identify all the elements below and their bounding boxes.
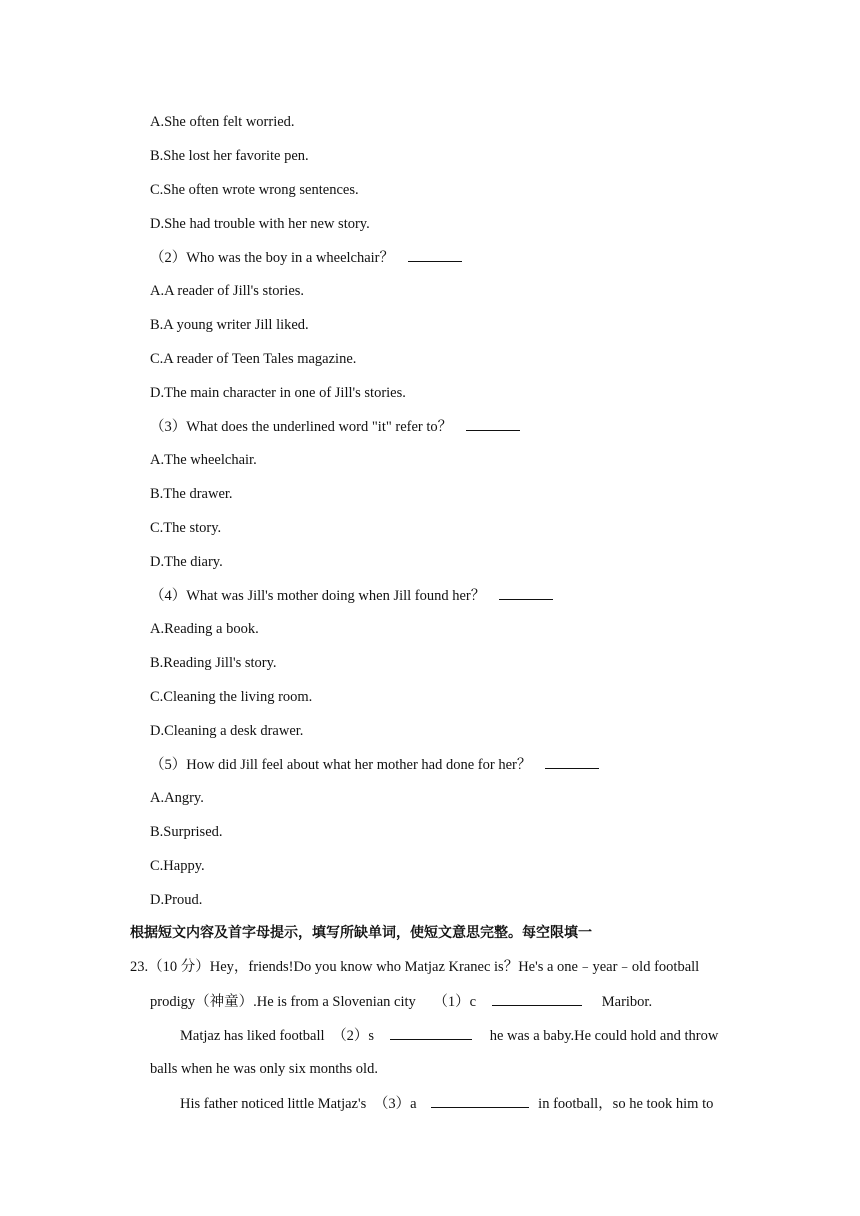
passage-line-1: 23.（10 分）Hey，friends!Do you know who Matjaz Kranec is？He's a one﹣year﹣old football (130, 959, 700, 975)
q4-option-c: C.Cleaning the living room. (150, 689, 313, 705)
q3-option-a: A.The wheelchair. (150, 452, 257, 468)
q3-option-b: B.The drawer. (150, 486, 233, 502)
q5-option-b: B.Surprised. (150, 824, 223, 840)
passage-line-4: balls when he was only six months old. (150, 1061, 378, 1077)
q5-stem: （5）How did Jill feel about what her mother had done for her？ (150, 754, 599, 775)
answer-blank[interactable] (466, 416, 520, 431)
q2-option-b: B.A young writer Jill liked. (150, 317, 309, 333)
q1-option-d: D.She had trouble with her new story. (150, 216, 370, 232)
q2-option-c: C.A reader of Teen Tales magazine. (150, 351, 357, 367)
q1-option-b: B.She lost her favorite pen. (150, 148, 309, 164)
q3-stem: （3）What does the underlined word "it" refer to？ (150, 416, 520, 437)
q1-option-a: A.She often felt worried. (150, 114, 295, 130)
q5-option-d: D.Proud. (150, 892, 203, 908)
q2-option-a: A.A reader of Jill's stories. (150, 283, 305, 299)
q4-option-a: A.Reading a book. (150, 621, 259, 637)
section-instructions: 根据短文内容及首字母提示，填写所缺单词，使短文意思完整。每空限填一 (130, 925, 592, 941)
q1-option-c: C.She often wrote wrong sentences. (150, 182, 359, 198)
blank-1-input[interactable] (492, 991, 582, 1006)
passage-line-5: His father noticed little Matjaz's （3）a in football，so he took him to (180, 1093, 713, 1114)
blank-3-input[interactable] (431, 1093, 529, 1108)
passage-line-3: Matjaz has liked football （2）s he was a baby.He could hold and throw (180, 1025, 718, 1046)
q4-option-d: D.Cleaning a desk drawer. (150, 723, 304, 739)
answer-blank[interactable] (408, 247, 462, 262)
answer-blank[interactable] (545, 754, 599, 769)
q3-option-d: D.The diary. (150, 554, 223, 570)
q4-option-b: B.Reading Jill's story. (150, 655, 277, 671)
q3-option-c: C.The story. (150, 520, 222, 536)
q5-option-c: C.Happy. (150, 858, 205, 874)
q2-stem: （2）Who was the boy in a wheelchair？ (150, 247, 462, 268)
q5-option-a: A.Angry. (150, 790, 204, 806)
blank-2-input[interactable] (390, 1025, 472, 1040)
answer-blank[interactable] (499, 585, 553, 600)
passage-line-2: prodigy（神童）.He is from a Slovenian city （1）c Maribor. (150, 991, 652, 1012)
q2-option-d: D.The main character in one of Jill's stories. (150, 385, 406, 401)
q4-stem: （4）What was Jill's mother doing when Jill found her？ (150, 585, 553, 606)
